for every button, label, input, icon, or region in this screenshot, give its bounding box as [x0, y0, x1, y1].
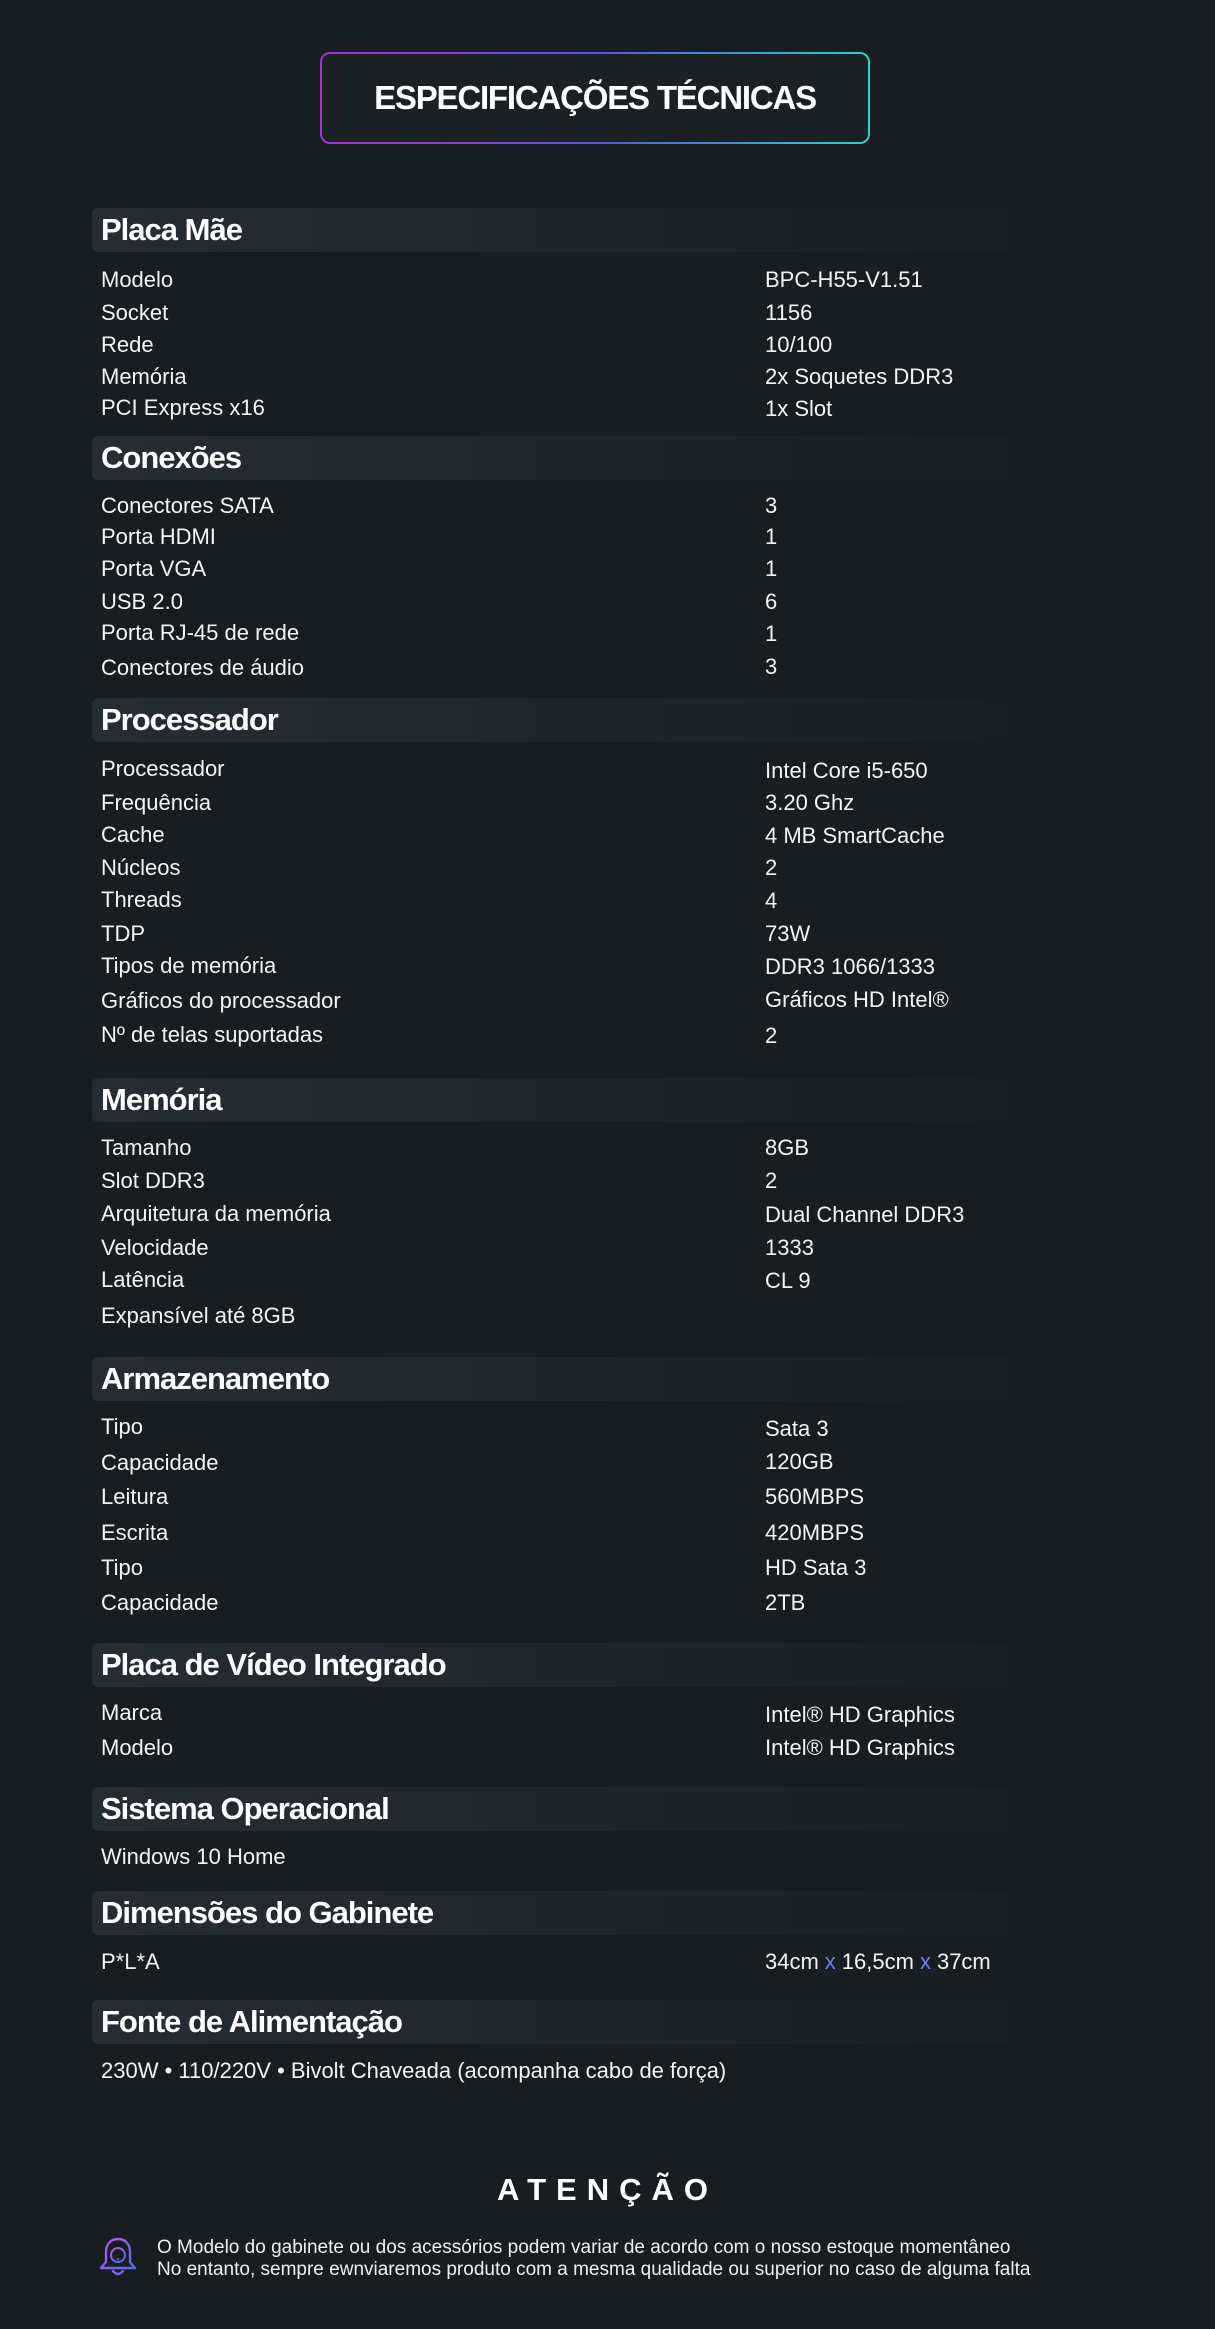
section-header-placa-mae — [92, 208, 1092, 252]
spec-value: 3 — [765, 654, 778, 679]
spec-value: Dual Channel DDR3 — [765, 1202, 965, 1227]
section-title-video: Placa de Vídeo Integrado — [101, 1647, 446, 1682]
spec-value: 1 — [765, 621, 778, 646]
spec-value: Gráficos HD Intel® — [765, 987, 949, 1012]
spec-label: Rede — [101, 332, 154, 357]
attention-line-2: No entanto, sempre ewnviaremos produto com a mesma qualidade ou superior no caso de alguma falta — [157, 2259, 1031, 2280]
spec-value: 1 — [765, 524, 778, 549]
section-header-memoria — [92, 1078, 1092, 1122]
spec-label: Modelo — [101, 267, 174, 292]
spec-label: USB 2.0 — [101, 589, 183, 614]
spec-value: 1333 — [765, 1235, 814, 1260]
section-header-conexoes — [92, 436, 1092, 480]
spec-label: PCI Express x16 — [101, 395, 265, 420]
spec-value: 2 — [765, 1168, 778, 1193]
spec-label: Capacidade — [101, 1450, 219, 1475]
spec-label: Capacidade — [101, 1590, 219, 1615]
bell-alert-icon — [96, 2235, 140, 2279]
width-value: 16,5cm — [841, 1949, 914, 1974]
spec-label: Tamanho — [101, 1135, 192, 1160]
spec-label: Frequência — [101, 790, 212, 815]
attention-title: ATENÇÃO — [497, 2172, 718, 2207]
section-title-fonte: Fonte de Alimentação — [101, 2004, 402, 2039]
spec-label: Threads — [101, 887, 182, 912]
section-title-sistema: Sistema Operacional — [101, 1791, 389, 1826]
section-title-dimensoes: Dimensões do Gabinete — [101, 1895, 434, 1930]
spec-value: Intel® HD Graphics — [765, 1702, 955, 1727]
spec-value: 73W — [765, 921, 811, 946]
spec-value: DDR3 1066/1333 — [765, 954, 936, 979]
spec-label: Conectores de áudio — [101, 655, 305, 680]
spec-label: Cache — [101, 822, 165, 847]
spec-label: Latência — [101, 1267, 185, 1292]
spec-label: Porta VGA — [101, 556, 207, 581]
spec-value: 120GB — [765, 1449, 834, 1474]
section-title-placa-mae: Placa Mãe — [101, 212, 242, 247]
spec-value: 1x Slot — [765, 396, 833, 421]
spec-label: Porta HDMI — [101, 524, 216, 549]
spec-value: 420MBPS — [765, 1520, 865, 1545]
spec-label: Tipos de memória — [101, 953, 277, 978]
spec-label: Modelo — [101, 1735, 174, 1760]
spec-value: HD Sata 3 — [765, 1555, 867, 1580]
spec-label: Leitura — [101, 1484, 169, 1509]
spec-label: TDP — [101, 921, 145, 946]
spec-label: Gráficos do processador — [101, 988, 341, 1013]
section-title-memoria: Memória — [101, 1082, 222, 1117]
spec-text: Windows 10 Home — [101, 1844, 286, 1869]
spec-label: Velocidade — [101, 1235, 209, 1260]
dimension-separator: x — [919, 1949, 931, 1974]
spec-value: BPC-H55-V1.51 — [765, 267, 923, 292]
spec-label: Escrita — [101, 1520, 169, 1545]
spec-label: Socket — [101, 300, 169, 325]
attention-message — [157, 2237, 1030, 2281]
spec-label: Conectores SATA — [101, 493, 274, 518]
spec-label: Porta RJ-45 de rede — [101, 620, 300, 645]
spec-value: 1 — [765, 556, 778, 581]
spec-label: P*L*A — [101, 1949, 160, 1974]
spec-value: CL 9 — [765, 1268, 811, 1293]
spec-label: Processador — [101, 756, 225, 781]
spec-value: 3.20 Ghz — [765, 790, 855, 815]
spec-value: Intel Core i5-650 — [765, 758, 928, 783]
page-title-box — [320, 52, 870, 144]
spec-value: 2x Soquetes DDR3 — [765, 364, 954, 389]
section-title-processador: Processador — [101, 702, 278, 737]
spec-label: Arquitetura da memória — [101, 1201, 331, 1226]
spec-value: 2 — [765, 855, 778, 880]
section-title-armazenamento: Armazenamento — [101, 1361, 330, 1396]
page-title: ESPECIFICAÇÕES TÉCNICAS — [374, 79, 816, 116]
dimensions-value — [765, 1947, 991, 1977]
spec-label: Marca — [101, 1700, 163, 1725]
depth-value: 34cm — [765, 1949, 819, 1974]
spec-label: Slot DDR3 — [101, 1168, 205, 1193]
spec-label: Memória — [101, 364, 187, 389]
dimension-separator: x — [824, 1949, 836, 1974]
spec-label: Tipo — [101, 1414, 143, 1439]
spec-label: Núcleos — [101, 855, 181, 880]
section-title-conexoes: Conexões — [101, 440, 242, 475]
spec-value: Intel® HD Graphics — [765, 1735, 955, 1760]
spec-value: Sata 3 — [765, 1416, 829, 1441]
spec-note: Expansível até 8GB — [101, 1303, 296, 1328]
height-value: 37cm — [936, 1949, 991, 1974]
spec-label: Tipo — [101, 1555, 143, 1580]
spec-value: 560MBPS — [765, 1484, 865, 1509]
spec-value: 6 — [765, 589, 778, 614]
spec-value: 8GB — [765, 1135, 810, 1160]
spec-value: 2 — [765, 1023, 778, 1048]
spec-label: Nº de telas suportadas — [101, 1022, 324, 1047]
spec-value: 4 — [765, 888, 778, 913]
attention-line-1: O Modelo do gabinete ou dos acessórios podem variar de acordo com o nosso estoque momentâneo — [157, 2237, 1011, 2258]
spec-text: 230W • 110/220V • Bivolt Chaveada (acompanha cabo de força) — [101, 2058, 727, 2083]
spec-value: 2TB — [765, 1590, 806, 1615]
spec-value: 1156 — [765, 300, 813, 325]
spec-value: 10/100 — [765, 332, 833, 357]
spec-value: 4 MB SmartCache — [765, 823, 945, 848]
spec-value: 3 — [765, 493, 778, 518]
